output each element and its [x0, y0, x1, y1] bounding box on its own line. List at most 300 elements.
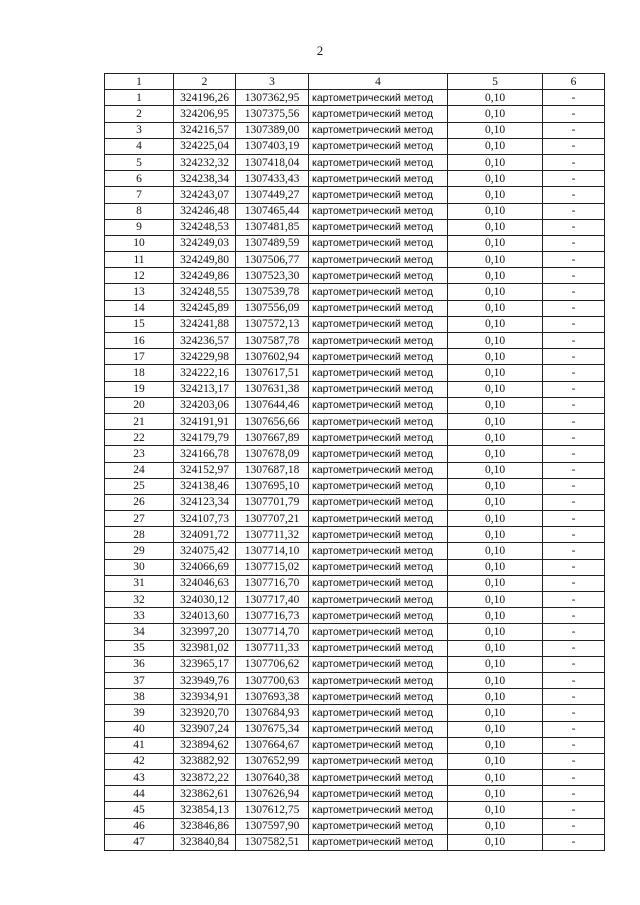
y-coordinate-cell: 1307715,02 [236, 559, 309, 575]
accuracy-cell: 0,10 [448, 203, 543, 219]
description-cell: - [543, 721, 605, 737]
description-cell: - [543, 689, 605, 705]
method-cell: картометрический метод [309, 138, 448, 154]
table-row [105, 413, 605, 429]
table-row [105, 381, 605, 397]
y-coordinate-cell: 1307626,94 [236, 786, 309, 802]
method-cell: картометрический метод [309, 721, 448, 737]
method-cell: картометрический метод [309, 511, 448, 527]
description-cell: - [543, 672, 605, 688]
x-coordinate-cell: 324107,73 [174, 511, 236, 527]
accuracy-cell: 0,10 [448, 235, 543, 251]
table-row [105, 656, 605, 672]
point-number-cell: 6 [105, 171, 174, 187]
y-coordinate-cell: 1307716,73 [236, 608, 309, 624]
x-coordinate-cell: 324229,98 [174, 349, 236, 365]
y-coordinate-cell: 1307506,77 [236, 252, 309, 268]
table-row [105, 624, 605, 640]
description-cell: - [543, 284, 605, 300]
x-coordinate-cell: 323997,20 [174, 624, 236, 640]
x-coordinate-cell: 323854,13 [174, 802, 236, 818]
accuracy-cell: 0,10 [448, 219, 543, 235]
point-number-cell: 42 [105, 753, 174, 769]
accuracy-cell: 0,10 [448, 770, 543, 786]
x-coordinate-cell: 323920,70 [174, 705, 236, 721]
table-row [105, 802, 605, 818]
table-row [105, 349, 605, 365]
column-header-point-number: 1 [105, 74, 174, 90]
method-cell: картометрический метод [309, 284, 448, 300]
accuracy-cell: 0,10 [448, 753, 543, 769]
table-row [105, 478, 605, 494]
x-coordinate-cell: 323934,91 [174, 689, 236, 705]
x-coordinate-cell: 323894,62 [174, 737, 236, 753]
point-number-cell: 34 [105, 624, 174, 640]
x-coordinate-cell: 324249,03 [174, 235, 236, 251]
table-row [105, 300, 605, 316]
y-coordinate-cell: 1307695,10 [236, 478, 309, 494]
table-body [105, 90, 605, 851]
method-cell: картометрический метод [309, 171, 448, 187]
method-cell: картометрический метод [309, 656, 448, 672]
y-coordinate-cell: 1307684,93 [236, 705, 309, 721]
point-number-cell: 28 [105, 527, 174, 543]
method-cell: картометрический метод [309, 90, 448, 106]
accuracy-cell: 0,10 [448, 511, 543, 527]
description-cell: - [543, 90, 605, 106]
description-cell: - [543, 171, 605, 187]
point-number-cell: 17 [105, 349, 174, 365]
table-row [105, 834, 605, 850]
y-coordinate-cell: 1307582,51 [236, 834, 309, 850]
point-number-cell: 41 [105, 737, 174, 753]
point-number-cell: 44 [105, 786, 174, 802]
accuracy-cell: 0,10 [448, 122, 543, 138]
accuracy-cell: 0,10 [448, 672, 543, 688]
table-row [105, 154, 605, 170]
point-number-cell: 22 [105, 430, 174, 446]
y-coordinate-cell: 1307706,62 [236, 656, 309, 672]
x-coordinate-cell: 324236,57 [174, 333, 236, 349]
x-coordinate-cell: 324046,63 [174, 575, 236, 591]
method-cell: картометрический метод [309, 316, 448, 332]
point-number-cell: 30 [105, 559, 174, 575]
accuracy-cell: 0,10 [448, 802, 543, 818]
point-number-cell: 5 [105, 154, 174, 170]
method-cell: картометрический метод [309, 575, 448, 591]
description-cell: - [543, 770, 605, 786]
point-number-cell: 27 [105, 511, 174, 527]
y-coordinate-cell: 1307711,32 [236, 527, 309, 543]
y-coordinate-cell: 1307597,90 [236, 818, 309, 834]
table-row [105, 608, 605, 624]
y-coordinate-cell: 1307717,40 [236, 592, 309, 608]
table-row [105, 494, 605, 510]
table-row [105, 672, 605, 688]
method-cell: картометрический метод [309, 462, 448, 478]
description-cell: - [543, 543, 605, 559]
accuracy-cell: 0,10 [448, 171, 543, 187]
accuracy-cell: 0,10 [448, 608, 543, 624]
column-header-method: 4 [309, 74, 448, 90]
method-cell: картометрический метод [309, 106, 448, 122]
point-number-cell: 26 [105, 494, 174, 510]
accuracy-cell: 0,10 [448, 446, 543, 462]
x-coordinate-cell: 324246,48 [174, 203, 236, 219]
y-coordinate-cell: 1307362,95 [236, 90, 309, 106]
x-coordinate-cell: 324075,42 [174, 543, 236, 559]
accuracy-cell: 0,10 [448, 349, 543, 365]
x-coordinate-cell: 324179,79 [174, 430, 236, 446]
point-number-cell: 19 [105, 381, 174, 397]
y-coordinate-cell: 1307612,75 [236, 802, 309, 818]
point-number-cell: 10 [105, 235, 174, 251]
method-cell: картометрический метод [309, 640, 448, 656]
x-coordinate-cell: 324243,07 [174, 187, 236, 203]
x-coordinate-cell: 323882,92 [174, 753, 236, 769]
table-row [105, 462, 605, 478]
accuracy-cell: 0,10 [448, 624, 543, 640]
y-coordinate-cell: 1307572,13 [236, 316, 309, 332]
point-number-cell: 16 [105, 333, 174, 349]
description-cell: - [543, 737, 605, 753]
x-coordinate-cell: 323862,61 [174, 786, 236, 802]
table-row [105, 721, 605, 737]
point-number-cell: 33 [105, 608, 174, 624]
point-number-cell: 37 [105, 672, 174, 688]
y-coordinate-cell: 1307700,63 [236, 672, 309, 688]
page-number: 2 [316, 43, 324, 58]
y-coordinate-cell: 1307675,34 [236, 721, 309, 737]
accuracy-cell: 0,10 [448, 90, 543, 106]
description-cell: - [543, 786, 605, 802]
table-row [105, 122, 605, 138]
x-coordinate-cell: 324213,17 [174, 381, 236, 397]
x-coordinate-cell: 324248,55 [174, 284, 236, 300]
table-row [105, 430, 605, 446]
x-coordinate-cell: 323872,22 [174, 770, 236, 786]
y-coordinate-cell: 1307556,09 [236, 300, 309, 316]
table-row [105, 689, 605, 705]
y-coordinate-cell: 1307664,67 [236, 737, 309, 753]
method-cell: картометрический метод [309, 478, 448, 494]
x-coordinate-cell: 324206,95 [174, 106, 236, 122]
method-cell: картометрический метод [309, 365, 448, 381]
method-cell: картометрический метод [309, 786, 448, 802]
x-coordinate-cell: 324249,80 [174, 252, 236, 268]
method-cell: картометрический метод [309, 381, 448, 397]
method-cell: картометрический метод [309, 235, 448, 251]
point-number-cell: 12 [105, 268, 174, 284]
method-cell: картометрический метод [309, 349, 448, 365]
y-coordinate-cell: 1307617,51 [236, 365, 309, 381]
x-coordinate-cell: 324248,53 [174, 219, 236, 235]
method-cell: картометрический метод [309, 219, 448, 235]
table-row [105, 786, 605, 802]
table-row [105, 106, 605, 122]
point-number-cell: 18 [105, 365, 174, 381]
accuracy-cell: 0,10 [448, 462, 543, 478]
table-row [105, 268, 605, 284]
accuracy-cell: 0,10 [448, 252, 543, 268]
accuracy-cell: 0,10 [448, 478, 543, 494]
x-coordinate-cell: 324249,86 [174, 268, 236, 284]
description-cell: - [543, 316, 605, 332]
table-row [105, 219, 605, 235]
table-row [105, 592, 605, 608]
y-coordinate-cell: 1307678,09 [236, 446, 309, 462]
x-coordinate-cell: 323981,02 [174, 640, 236, 656]
table-row [105, 365, 605, 381]
column-header-x: 2 [174, 74, 236, 90]
point-number-cell: 23 [105, 446, 174, 462]
point-number-cell: 25 [105, 478, 174, 494]
description-cell: - [543, 753, 605, 769]
point-number-cell: 15 [105, 316, 174, 332]
x-coordinate-cell: 324232,32 [174, 154, 236, 170]
y-coordinate-cell: 1307644,46 [236, 397, 309, 413]
method-cell: картометрический метод [309, 397, 448, 413]
description-cell: - [543, 624, 605, 640]
description-cell: - [543, 608, 605, 624]
point-number-cell: 13 [105, 284, 174, 300]
description-cell: - [543, 802, 605, 818]
table-row [105, 543, 605, 559]
method-cell: картометрический метод [309, 154, 448, 170]
x-coordinate-cell: 324123,34 [174, 494, 236, 510]
point-number-cell: 8 [105, 203, 174, 219]
x-coordinate-cell: 324241,88 [174, 316, 236, 332]
x-coordinate-cell: 324191,91 [174, 413, 236, 429]
accuracy-cell: 0,10 [448, 106, 543, 122]
table-row [105, 138, 605, 154]
accuracy-cell: 0,10 [448, 316, 543, 332]
method-cell: картометрический метод [309, 494, 448, 510]
method-cell: картометрический метод [309, 737, 448, 753]
x-coordinate-cell: 324238,34 [174, 171, 236, 187]
description-cell: - [543, 154, 605, 170]
x-coordinate-cell: 323965,17 [174, 656, 236, 672]
table-row [105, 705, 605, 721]
y-coordinate-cell: 1307489,59 [236, 235, 309, 251]
x-coordinate-cell: 323949,76 [174, 672, 236, 688]
description-cell: - [543, 592, 605, 608]
description-cell: - [543, 187, 605, 203]
point-number-cell: 3 [105, 122, 174, 138]
description-cell: - [543, 252, 605, 268]
description-cell: - [543, 349, 605, 365]
method-cell: картометрический метод [309, 592, 448, 608]
accuracy-cell: 0,10 [448, 592, 543, 608]
method-cell: картометрический метод [309, 333, 448, 349]
column-header-y: 3 [236, 74, 309, 90]
y-coordinate-cell: 1307711,33 [236, 640, 309, 656]
description-cell: - [543, 511, 605, 527]
y-coordinate-cell: 1307714,70 [236, 624, 309, 640]
point-number-cell: 39 [105, 705, 174, 721]
accuracy-cell: 0,10 [448, 786, 543, 802]
description-cell: - [543, 446, 605, 462]
table-row [105, 203, 605, 219]
method-cell: картометрический метод [309, 624, 448, 640]
x-coordinate-cell: 324245,89 [174, 300, 236, 316]
x-coordinate-cell: 324152,97 [174, 462, 236, 478]
description-cell: - [543, 219, 605, 235]
table-row [105, 527, 605, 543]
y-coordinate-cell: 1307523,30 [236, 268, 309, 284]
accuracy-cell: 0,10 [448, 365, 543, 381]
table-row [105, 284, 605, 300]
x-coordinate-cell: 324203,06 [174, 397, 236, 413]
description-cell: - [543, 235, 605, 251]
x-coordinate-cell: 324196,26 [174, 90, 236, 106]
point-number-cell: 1 [105, 90, 174, 106]
point-number-cell: 47 [105, 834, 174, 850]
accuracy-cell: 0,10 [448, 381, 543, 397]
accuracy-cell: 0,10 [448, 737, 543, 753]
y-coordinate-cell: 1307465,44 [236, 203, 309, 219]
accuracy-cell: 0,10 [448, 284, 543, 300]
accuracy-cell: 0,10 [448, 413, 543, 429]
column-header-description: 6 [543, 74, 605, 90]
description-cell: - [543, 478, 605, 494]
x-coordinate-cell: 324066,69 [174, 559, 236, 575]
table-row [105, 90, 605, 106]
accuracy-cell: 0,10 [448, 834, 543, 850]
y-coordinate-cell: 1307481,85 [236, 219, 309, 235]
description-cell: - [543, 333, 605, 349]
accuracy-cell: 0,10 [448, 543, 543, 559]
method-cell: картометрический метод [309, 802, 448, 818]
method-cell: картометрический метод [309, 705, 448, 721]
description-cell: - [543, 430, 605, 446]
table-row [105, 818, 605, 834]
method-cell: картометрический метод [309, 770, 448, 786]
y-coordinate-cell: 1307707,21 [236, 511, 309, 527]
accuracy-cell: 0,10 [448, 397, 543, 413]
description-cell: - [543, 818, 605, 834]
point-number-cell: 45 [105, 802, 174, 818]
table-row [105, 737, 605, 753]
accuracy-cell: 0,10 [448, 333, 543, 349]
description-cell: - [543, 106, 605, 122]
table-header-row [105, 74, 605, 90]
table-row [105, 640, 605, 656]
x-coordinate-cell: 324030,12 [174, 592, 236, 608]
accuracy-cell: 0,10 [448, 656, 543, 672]
method-cell: картометрический метод [309, 252, 448, 268]
y-coordinate-cell: 1307640,38 [236, 770, 309, 786]
method-cell: картометрический метод [309, 268, 448, 284]
x-coordinate-cell: 324166,78 [174, 446, 236, 462]
description-cell: - [543, 203, 605, 219]
y-coordinate-cell: 1307449,27 [236, 187, 309, 203]
method-cell: картометрический метод [309, 187, 448, 203]
table-row [105, 511, 605, 527]
table-row [105, 333, 605, 349]
point-number-cell: 9 [105, 219, 174, 235]
accuracy-cell: 0,10 [448, 818, 543, 834]
accuracy-cell: 0,10 [448, 640, 543, 656]
point-number-cell: 46 [105, 818, 174, 834]
description-cell: - [543, 494, 605, 510]
method-cell: картометрический метод [309, 203, 448, 219]
accuracy-cell: 0,10 [448, 430, 543, 446]
point-number-cell: 7 [105, 187, 174, 203]
x-coordinate-cell: 324216,57 [174, 122, 236, 138]
y-coordinate-cell: 1307701,79 [236, 494, 309, 510]
x-coordinate-cell: 324222,16 [174, 365, 236, 381]
table-row [105, 187, 605, 203]
y-coordinate-cell: 1307716,70 [236, 575, 309, 591]
y-coordinate-cell: 1307403,19 [236, 138, 309, 154]
accuracy-cell: 0,10 [448, 575, 543, 591]
method-cell: картометрический метод [309, 753, 448, 769]
point-number-cell: 2 [105, 106, 174, 122]
table-row [105, 446, 605, 462]
description-cell: - [543, 575, 605, 591]
y-coordinate-cell: 1307389,00 [236, 122, 309, 138]
description-cell: - [543, 122, 605, 138]
point-number-cell: 43 [105, 770, 174, 786]
description-cell: - [543, 559, 605, 575]
point-number-cell: 29 [105, 543, 174, 559]
method-cell: картометрический метод [309, 543, 448, 559]
description-cell: - [543, 397, 605, 413]
table-row [105, 316, 605, 332]
y-coordinate-cell: 1307693,38 [236, 689, 309, 705]
y-coordinate-cell: 1307539,78 [236, 284, 309, 300]
coordinates-table [104, 73, 605, 851]
y-coordinate-cell: 1307656,66 [236, 413, 309, 429]
method-cell: картометрический метод [309, 818, 448, 834]
y-coordinate-cell: 1307375,56 [236, 106, 309, 122]
table-row [105, 770, 605, 786]
table-row [105, 575, 605, 591]
point-number-cell: 31 [105, 575, 174, 591]
point-number-cell: 32 [105, 592, 174, 608]
method-cell: картометрический метод [309, 446, 448, 462]
x-coordinate-cell: 324091,72 [174, 527, 236, 543]
description-cell: - [543, 705, 605, 721]
method-cell: картометрический метод [309, 122, 448, 138]
accuracy-cell: 0,10 [448, 138, 543, 154]
method-cell: картометрический метод [309, 608, 448, 624]
description-cell: - [543, 640, 605, 656]
description-cell: - [543, 365, 605, 381]
y-coordinate-cell: 1307587,78 [236, 333, 309, 349]
description-cell: - [543, 268, 605, 284]
method-cell: картометрический метод [309, 559, 448, 575]
point-number-cell: 21 [105, 413, 174, 429]
description-cell: - [543, 381, 605, 397]
description-cell: - [543, 300, 605, 316]
accuracy-cell: 0,10 [448, 187, 543, 203]
point-number-cell: 20 [105, 397, 174, 413]
table-row [105, 559, 605, 575]
method-cell: картометрический метод [309, 689, 448, 705]
point-number-cell: 24 [105, 462, 174, 478]
method-cell: картометрический метод [309, 672, 448, 688]
accuracy-cell: 0,10 [448, 705, 543, 721]
accuracy-cell: 0,10 [448, 268, 543, 284]
point-number-cell: 36 [105, 656, 174, 672]
x-coordinate-cell: 323907,24 [174, 721, 236, 737]
description-cell: - [543, 413, 605, 429]
table-row [105, 252, 605, 268]
y-coordinate-cell: 1307602,94 [236, 349, 309, 365]
y-coordinate-cell: 1307652,99 [236, 753, 309, 769]
